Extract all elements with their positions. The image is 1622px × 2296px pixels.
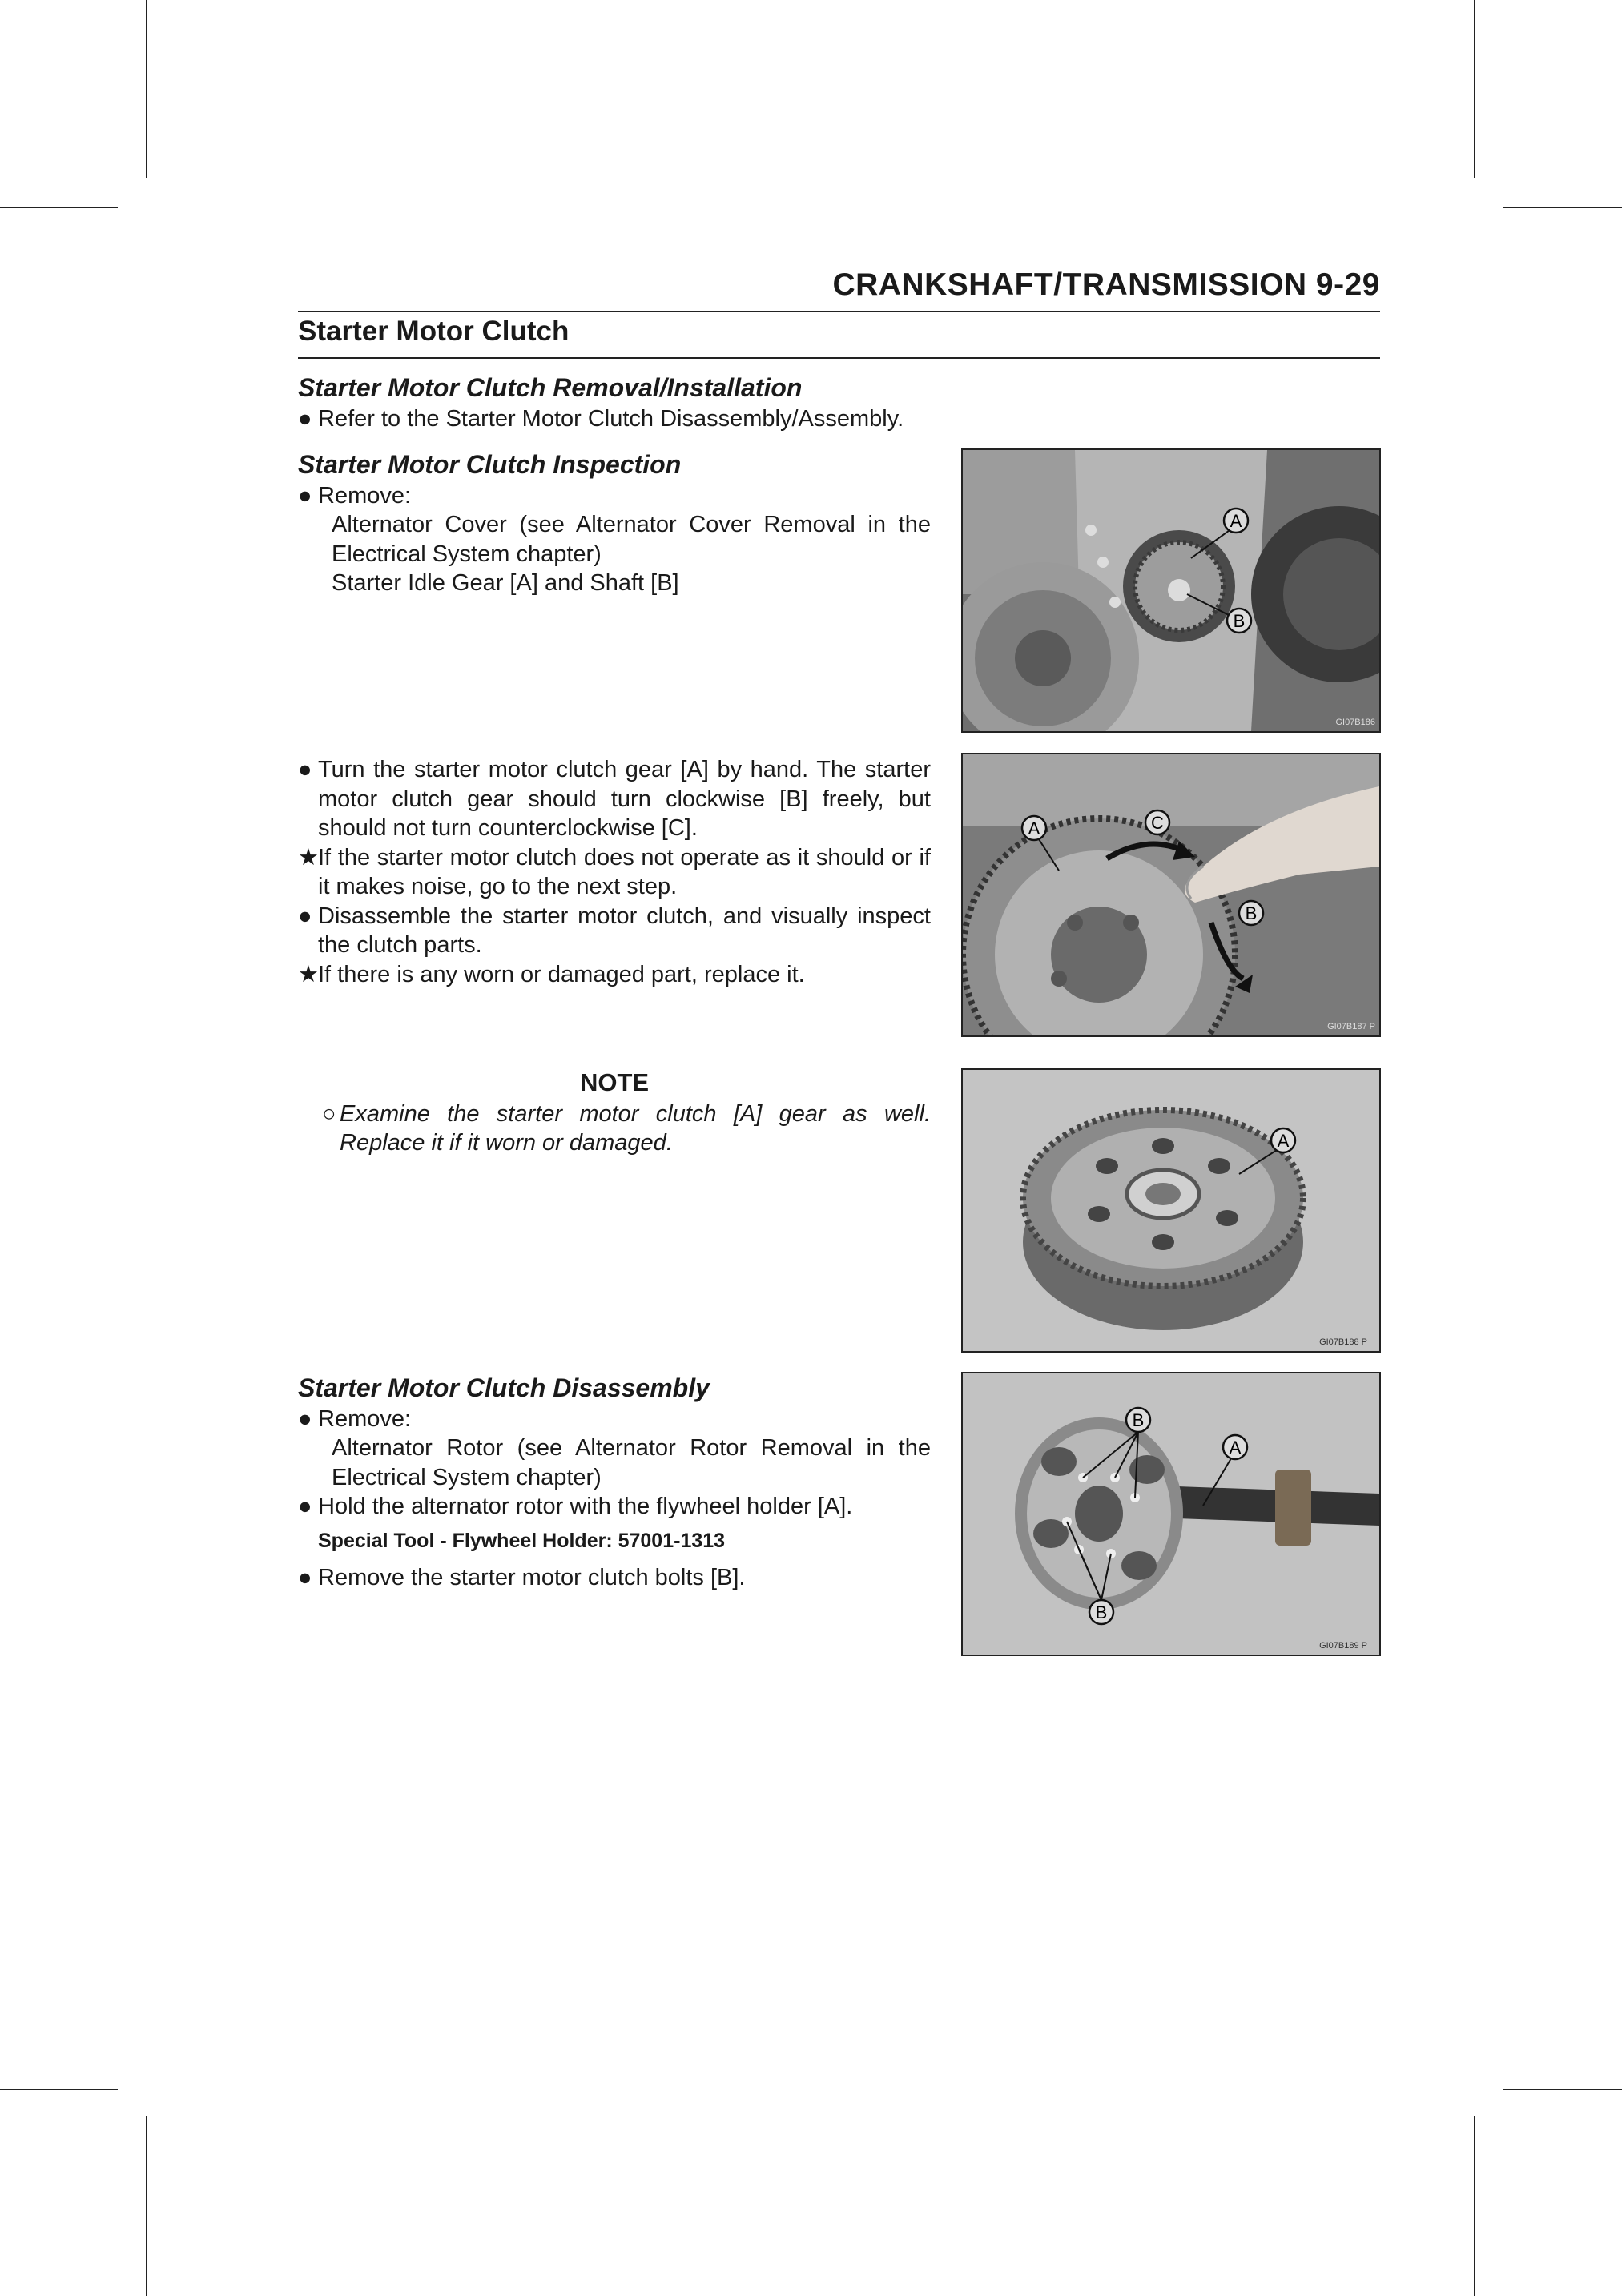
list-item-text: Remove the starter motor clutch bolts [B]. <box>318 1565 746 1590</box>
list-item <box>298 1563 931 1593</box>
section-title: Starter Motor Clutch <box>298 316 570 347</box>
disassembly-heading: Starter Motor Clutch Disassembly <box>298 1373 710 1402</box>
bullet-mark: ● <box>298 903 312 929</box>
remove-subitem: Alternator Cover (see Alternator Cover Removal in the Electrical System chapter) <box>332 512 931 567</box>
photo-code: GI07B187 P <box>1327 1022 1375 1031</box>
photo-code: GI07B186 <box>1335 718 1375 727</box>
photo-turn-gear-image <box>963 754 1379 1035</box>
callout-label: B <box>1095 1602 1108 1622</box>
crop-mark <box>0 2089 118 2090</box>
section-rule <box>298 357 1380 359</box>
crop-mark <box>0 207 118 208</box>
remove-label: Remove: <box>318 1405 412 1432</box>
crop-mark <box>1474 2116 1475 2296</box>
list-item-text: Disassemble the starter motor clutch, and visually inspect the clutch parts. <box>318 903 931 958</box>
bullet-mark: ● <box>298 1565 312 1590</box>
photo-clutch-gear-image <box>963 1070 1379 1351</box>
photo-code: GI07B188 P <box>1319 1337 1367 1347</box>
star-mark: ★ <box>298 961 319 987</box>
removal-heading: Starter Motor Clutch Removal/Installation <box>298 373 803 402</box>
list-item <box>298 755 931 843</box>
bullet-mark: ● <box>298 1405 312 1432</box>
special-tool: Special Tool - Flywheel Holder: 57001-1313 <box>318 1529 726 1552</box>
callout-label: B <box>1132 1410 1145 1430</box>
inspection-heading: Starter Motor Clutch Inspection <box>298 450 682 479</box>
callout-label: A <box>1277 1131 1290 1151</box>
list-item-text: Refer to the Starter Motor Clutch Disassembly/Assembly. <box>318 405 904 432</box>
circle-mark: ○ <box>322 1100 336 1127</box>
remove-subitem: Alternator Rotor (see Alternator Rotor Removal in the Electrical System chapter) <box>332 1435 931 1490</box>
bullet-mark: ● <box>298 757 312 782</box>
star-mark: ★ <box>298 844 319 871</box>
bullet-mark: ● <box>298 405 312 432</box>
callout-label: B <box>1233 611 1246 631</box>
list-item <box>298 1492 931 1522</box>
note-block <box>298 1068 931 1158</box>
photo-flywheel-holder-image <box>963 1373 1379 1655</box>
list-item-text: Turn the starter motor clutch gear [A] by hand. The starter motor clutch gear should turn clockwise [B] freely, but should not turn counterclockwise [C]. <box>318 757 931 841</box>
inspection-block <box>298 450 931 598</box>
callout-label: A <box>1229 1438 1242 1458</box>
bullet-mark: ● <box>298 1494 312 1519</box>
inspection-steps <box>298 755 931 989</box>
callout-label: C <box>1151 813 1164 833</box>
disassembly-block <box>298 1373 931 1593</box>
photo-idle-gear <box>961 448 1381 733</box>
crop-mark <box>1503 2089 1622 2090</box>
list-item <box>298 404 931 434</box>
remove-label: Remove: <box>318 482 412 509</box>
callout-label: A <box>1230 511 1242 531</box>
photo-code: GI07B189 P <box>1319 1641 1367 1651</box>
bullet-mark: ● <box>298 482 312 509</box>
photo-turn-gear <box>961 753 1381 1037</box>
list-item <box>298 1405 931 1434</box>
list-item-text: If the starter motor clutch does not operate as it should or if it makes noise, go to the next step. <box>318 844 931 899</box>
photo-clutch-gear <box>961 1068 1381 1353</box>
list-item <box>298 960 931 990</box>
note-item <box>298 1100 931 1158</box>
list-item <box>298 843 931 902</box>
remove-subitem: Starter Idle Gear [A] and Shaft [B] <box>332 570 679 596</box>
list-item <box>298 481 931 511</box>
removal-block <box>298 373 931 433</box>
crop-mark <box>146 0 147 178</box>
note-text: Examine the starter motor clutch [A] gear as well. Replace it if it worn or damaged. <box>340 1100 931 1156</box>
header-rule <box>298 311 1380 312</box>
crop-mark <box>1503 207 1622 208</box>
callout-label: B <box>1245 903 1258 923</box>
list-item-text: Hold the alternator rotor with the flywheel holder [A]. <box>318 1494 853 1519</box>
list-item-text: If there is any worn or damaged part, replace it. <box>318 961 805 987</box>
list-item <box>298 902 931 960</box>
crop-mark <box>146 2116 147 2296</box>
photo-flywheel-holder <box>961 1372 1381 1656</box>
callout-label: A <box>1028 818 1040 838</box>
crop-mark <box>1474 0 1475 178</box>
photo-idle-gear-image <box>963 450 1379 731</box>
page-header-title: CRANKSHAFT/TRANSMISSION 9-29 <box>832 267 1380 302</box>
note-title: NOTE <box>579 1068 650 1096</box>
